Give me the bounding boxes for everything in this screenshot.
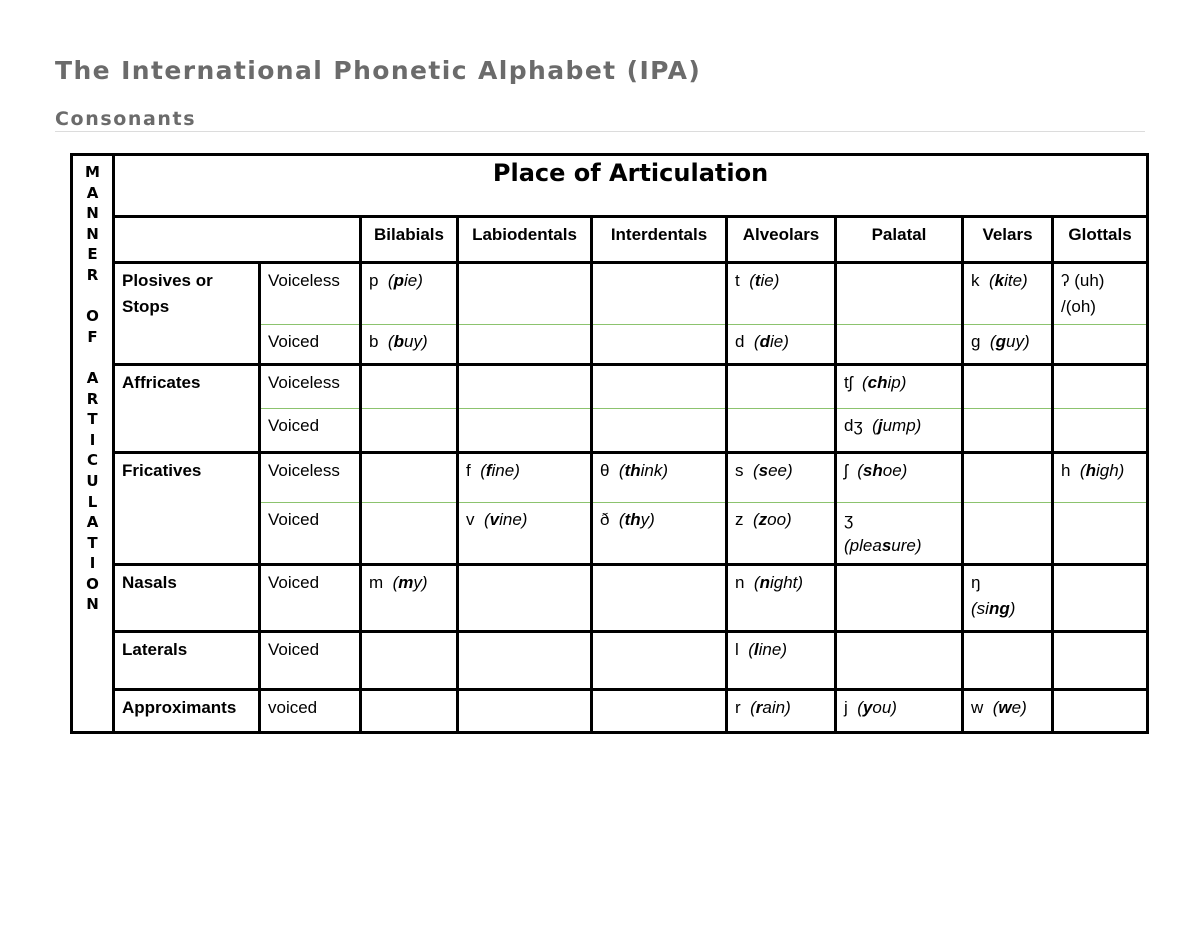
cell-empty <box>458 632 592 690</box>
example-prefix: ( <box>861 373 868 392</box>
example-suffix: oe) <box>882 461 908 480</box>
example-highlight: ch <box>867 373 888 392</box>
ipa-symbol: θ <box>600 461 610 480</box>
example-word <box>753 461 793 480</box>
example-highlight: s <box>881 536 892 555</box>
example-prefix: ( <box>387 332 394 351</box>
vertical-letter: R <box>86 389 99 408</box>
manner-affricates: Affricates <box>114 365 260 453</box>
ipa-symbol: r <box>735 698 741 717</box>
example-highlight: k <box>994 271 1005 290</box>
cell-empty <box>361 409 458 453</box>
voicing-voiced: Voiced <box>260 565 361 632</box>
example-prefix: ( <box>748 640 754 659</box>
ipa-symbol: t <box>735 271 740 290</box>
example-prefix: (si <box>971 599 989 618</box>
cell-fricative-voiceless-palatal <box>836 453 963 503</box>
example-highlight: d <box>759 332 770 351</box>
example-word <box>990 332 1030 351</box>
cell-approximant-alveolar <box>727 690 836 733</box>
cell-empty <box>963 632 1053 690</box>
cell-affricate-voiced-palatal <box>836 409 963 453</box>
cell-plosive-voiceless-bilabial <box>361 263 458 325</box>
example-highlight: l <box>753 640 759 659</box>
example-highlight: r <box>755 698 763 717</box>
example-prefix: ( <box>1079 461 1086 480</box>
col-header-bilabials: Bilabials <box>361 217 458 263</box>
example-word <box>748 640 787 659</box>
ipa-consonant-table <box>70 153 1149 734</box>
example-prefix: ( <box>387 271 394 290</box>
example-word <box>1080 461 1124 480</box>
voicing-voiced: Voiced <box>260 325 361 365</box>
ipa-symbol: ʃ <box>844 461 848 480</box>
header-blank-cell <box>114 217 361 263</box>
ipa-symbol: d <box>735 332 745 351</box>
ipa-symbol: b <box>369 332 379 351</box>
cell-empty <box>836 632 963 690</box>
example-word <box>754 332 789 351</box>
cell-plosive-voiceless-glottal: ʔ (uh) /(oh) <box>1053 263 1148 325</box>
cell-plosive-voiceless-velar <box>963 263 1053 325</box>
example-highlight: ng <box>988 599 1010 618</box>
cell-empty <box>1053 503 1148 565</box>
example-word <box>862 373 906 392</box>
manner-fricatives: Fricatives <box>114 453 260 565</box>
example-highlight: f <box>485 461 492 480</box>
vertical-letter: T <box>87 410 98 429</box>
cell-plosive-voiceless-alveolar <box>727 263 836 325</box>
cell-fricative-voiced-labiodental <box>458 503 592 565</box>
col-header-velars: Velars <box>963 217 1053 263</box>
ipa-symbol: m <box>369 573 384 592</box>
example-prefix: ( <box>752 461 759 480</box>
cell-empty <box>592 409 727 453</box>
cell-empty <box>592 565 727 632</box>
example-prefix: ( <box>750 698 756 717</box>
cell-empty <box>1053 365 1148 409</box>
example-highlight: h <box>1085 461 1096 480</box>
vertical-letter: F <box>87 327 98 346</box>
example-suffix: ) <box>1009 599 1016 618</box>
vertical-letter: I <box>89 554 96 573</box>
subtitle-divider <box>55 131 1145 132</box>
vertical-letter: L <box>87 492 98 511</box>
cell-fricative-voiced-alveolar <box>727 503 836 565</box>
cell-empty <box>1053 409 1148 453</box>
cell-fricative-voiced-interdental <box>592 503 727 565</box>
cell-empty <box>458 690 592 733</box>
example-prefix: ( <box>857 461 863 480</box>
example-word <box>388 332 428 351</box>
cell-empty <box>458 565 592 632</box>
example-suffix: y) <box>413 573 428 592</box>
manner-nasals: Nasals <box>114 565 260 632</box>
cell-empty <box>458 325 592 365</box>
example-prefix: ( <box>480 461 486 480</box>
cell-fricative-voiceless-alveolar <box>727 453 836 503</box>
example-highlight: n <box>759 573 770 592</box>
example-highlight: th <box>624 461 641 480</box>
vertical-letter: N <box>86 224 99 243</box>
cell-approximant-velar <box>963 690 1053 733</box>
cell-empty <box>458 365 592 409</box>
manner-laterals: Laterals <box>114 632 260 690</box>
cell-nasal-velar <box>963 565 1053 632</box>
example-highlight: g <box>995 332 1006 351</box>
example-prefix: ( <box>872 416 878 435</box>
example-highlight: th <box>624 510 641 529</box>
vertical-letter: O <box>86 307 99 326</box>
cell-fricative-voiceless-labiodental <box>458 453 592 503</box>
example-word <box>872 416 921 435</box>
cell-empty <box>592 632 727 690</box>
vertical-letter: A <box>86 368 99 387</box>
voicing-voiced: Voiced <box>260 632 361 690</box>
manner-plosives: Plosives or Stops <box>114 263 260 365</box>
vertical-letter: O <box>86 574 99 593</box>
example-word <box>393 573 428 592</box>
example-suffix: uy) <box>1005 332 1030 351</box>
example-suffix: ink) <box>640 461 669 480</box>
vertical-letter <box>73 286 112 307</box>
example-prefix: ( <box>483 510 490 529</box>
example-word <box>857 461 907 480</box>
cell-lateral-alveolar <box>727 632 836 690</box>
cell-fricative-voiceless-glottal <box>1053 453 1148 503</box>
example-word <box>857 698 897 717</box>
manner-approximants: Approximants <box>114 690 260 733</box>
cell-plosive-voiced-alveolar <box>727 325 836 365</box>
cell-affricate-voiceless-palatal <box>836 365 963 409</box>
example-suffix: e) <box>1011 698 1027 717</box>
cell-plosive-voiced-velar <box>963 325 1053 365</box>
voicing-voiceless: Voiceless <box>260 263 361 325</box>
example-highlight: p <box>393 271 404 290</box>
example-prefix: ( <box>618 510 625 529</box>
example-prefix: ( <box>618 461 625 480</box>
col-header-labiodentals: Labiodentals <box>458 217 592 263</box>
example-word <box>749 271 779 290</box>
cell-nasal-alveolar <box>727 565 836 632</box>
example-suffix: ain) <box>762 698 791 717</box>
vertical-letters <box>73 162 112 615</box>
example-highlight: b <box>393 332 404 351</box>
example-word <box>754 573 803 592</box>
example-prefix: ( <box>857 698 863 717</box>
example-highlight: z <box>758 510 768 529</box>
cell-empty <box>361 690 458 733</box>
cell-empty <box>963 503 1053 565</box>
example-highlight: v <box>489 510 500 529</box>
ipa-symbol: tʃ <box>844 373 853 392</box>
cell-empty <box>1053 690 1148 733</box>
manner-of-articulation-label <box>72 155 114 733</box>
ipa-symbol: h <box>1061 461 1071 480</box>
voicing-voiceless: Voiceless <box>260 453 361 503</box>
ipa-symbol: ŋ <box>971 573 981 592</box>
vertical-letter <box>73 347 112 368</box>
example-word <box>989 271 1028 290</box>
section-subtitle: Consonants <box>55 108 197 130</box>
cell-empty <box>458 409 592 453</box>
voicing-voiced: voiced <box>260 690 361 733</box>
vertical-letter: U <box>86 471 99 490</box>
cell-empty <box>592 325 727 365</box>
example-prefix: ( <box>753 573 760 592</box>
voicing-voiced: Voiced <box>260 409 361 453</box>
example-suffix: ou) <box>872 698 897 717</box>
cell-empty <box>836 325 963 365</box>
vertical-letter: E <box>87 245 98 264</box>
vertical-letter: N <box>86 595 99 614</box>
cell-nasal-bilabial <box>361 565 458 632</box>
example-word <box>971 599 1015 618</box>
vertical-letter: A <box>86 183 99 202</box>
ipa-symbol: f <box>466 461 471 480</box>
col-header-palatal: Palatal <box>836 217 963 263</box>
example-word <box>844 536 922 555</box>
cell-empty <box>361 453 458 503</box>
ipa-symbol: l <box>735 640 739 659</box>
ipa-symbol: dʒ <box>844 416 863 435</box>
ipa-symbol: z <box>735 510 744 529</box>
example-word <box>753 510 792 529</box>
ipa-symbol: n <box>735 573 745 592</box>
example-suffix: ie) <box>760 271 780 290</box>
example-suffix: y) <box>640 510 655 529</box>
example-word <box>480 461 520 480</box>
example-suffix: ip) <box>887 373 907 392</box>
example-highlight: j <box>877 416 883 435</box>
ipa-symbol: g <box>971 332 981 351</box>
example-word <box>993 698 1027 717</box>
cell-fricative-voiceless-interdental <box>592 453 727 503</box>
example-suffix: ure) <box>891 536 922 555</box>
ipa-symbol: j <box>844 698 848 717</box>
example-prefix: ( <box>988 271 995 290</box>
cell-fricative-voiced-palatal <box>836 503 963 565</box>
ipa-symbol: s <box>735 461 744 480</box>
example-suffix: uy) <box>403 332 428 351</box>
cell-empty <box>963 453 1053 503</box>
cell-empty <box>963 409 1053 453</box>
voicing-voiceless: Voiceless <box>260 365 361 409</box>
example-suffix: ine) <box>491 461 520 480</box>
example-suffix: ight) <box>769 573 804 592</box>
cell-empty <box>592 690 727 733</box>
cell-approximant-palatal <box>836 690 963 733</box>
cell-empty <box>361 503 458 565</box>
cell-empty <box>836 565 963 632</box>
example-prefix: ( <box>752 510 759 529</box>
example-suffix: igh) <box>1095 461 1125 480</box>
example-highlight: m <box>398 573 414 592</box>
example-highlight: w <box>998 698 1012 717</box>
ipa-symbol: ð <box>600 510 610 529</box>
example-suffix: ump) <box>882 416 922 435</box>
example-highlight: sh <box>862 461 883 480</box>
example-word <box>619 461 668 480</box>
example-suffix: ite) <box>1004 271 1028 290</box>
voicing-voiced: Voiced <box>260 503 361 565</box>
ipa-symbol: ʒ <box>844 510 854 529</box>
cell-empty <box>1053 565 1148 632</box>
ipa-symbol: w <box>971 698 984 717</box>
cell-empty <box>1053 632 1148 690</box>
vertical-letter: C <box>86 451 98 470</box>
example-word <box>388 271 423 290</box>
example-prefix: ( <box>989 332 996 351</box>
place-of-articulation-header: Place of Articulation <box>114 155 1148 217</box>
example-suffix: ie) <box>403 271 423 290</box>
example-prefix: (plea <box>844 536 882 555</box>
vertical-letter: I <box>89 430 96 449</box>
col-header-interdentals: Interdentals <box>592 217 727 263</box>
example-prefix: ( <box>753 332 760 351</box>
example-suffix: ee) <box>768 461 793 480</box>
example-prefix: ( <box>992 698 999 717</box>
ipa-symbol: k <box>971 271 980 290</box>
ipa-symbol: v <box>466 510 475 529</box>
vertical-letter: N <box>86 204 99 223</box>
cell-empty <box>361 365 458 409</box>
example-suffix: ie) <box>769 332 789 351</box>
example-highlight: y <box>862 698 873 717</box>
example-word <box>750 698 791 717</box>
example-highlight: s <box>758 461 769 480</box>
page-title: The International Phonetic Alphabet (IPA) <box>55 56 702 85</box>
cell-plosive-voiced-bilabial <box>361 325 458 365</box>
example-word <box>484 510 528 529</box>
cell-empty <box>458 263 592 325</box>
cell-empty <box>727 409 836 453</box>
vertical-letter: T <box>87 533 98 552</box>
vertical-letter: M <box>85 163 100 181</box>
col-header-glottals: Glottals <box>1053 217 1148 263</box>
cell-empty <box>592 263 727 325</box>
example-highlight: t <box>754 271 761 290</box>
cell-empty <box>836 263 963 325</box>
col-header-alveolars: Alveolars <box>727 217 836 263</box>
cell-empty <box>1053 325 1148 365</box>
example-word <box>619 510 655 529</box>
cell-empty <box>592 365 727 409</box>
vertical-letter: R <box>86 265 99 284</box>
cell-empty <box>963 365 1053 409</box>
example-prefix: ( <box>392 573 399 592</box>
example-suffix: ine) <box>499 510 528 529</box>
cell-empty <box>727 365 836 409</box>
ipa-symbol: p <box>369 271 379 290</box>
example-suffix: oo) <box>767 510 792 529</box>
example-prefix: ( <box>749 271 755 290</box>
cell-empty <box>361 632 458 690</box>
vertical-letter: A <box>86 513 99 532</box>
example-suffix: ine) <box>758 640 787 659</box>
